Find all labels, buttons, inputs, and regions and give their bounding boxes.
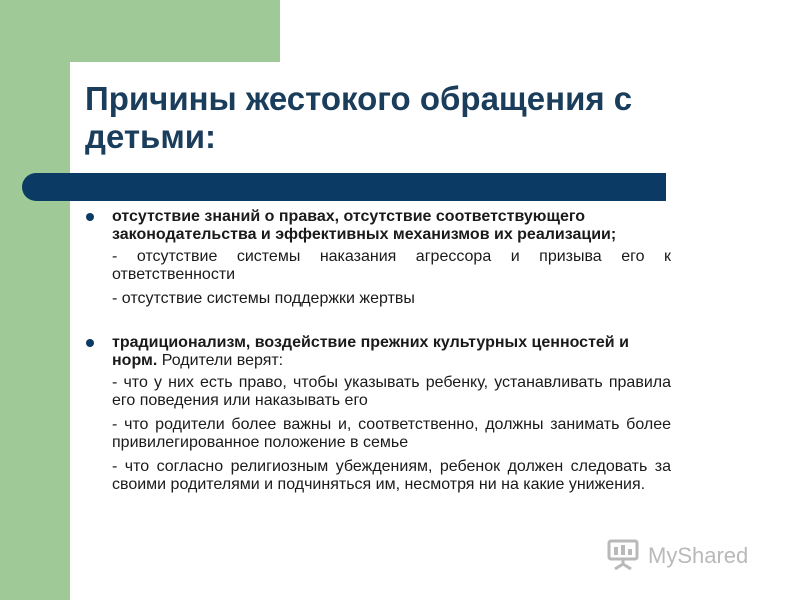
sub-item: - что согласно религиозным убеждениям, ребенок должен следовать за своими родителями и подчиняться им, несмотря ни на какие унижения. <box>112 458 671 493</box>
bullet-icon <box>86 213 94 221</box>
myshared-logo-icon <box>606 538 642 572</box>
slide-title: Причины жестокого обращения с детьми: <box>85 80 633 155</box>
list-item <box>86 208 671 244</box>
list-item <box>86 334 671 370</box>
sub-item: - что родители более важны и, соответственно, должны занимать более привилегированное положение в семье <box>112 416 671 451</box>
sub-item: - отсутствие системы поддержки жертвы <box>112 290 415 307</box>
bullet-icon <box>86 339 94 347</box>
bullet-bold-text: традиционализм, воздействие прежних культурных ценностей и норм. <box>112 334 629 369</box>
myshared-watermark <box>606 538 766 572</box>
slide-content <box>86 208 671 494</box>
sub-item: - что у них есть право, чтобы указывать ребенку, устанавливать правила его поведения или наказывать его <box>112 374 671 409</box>
sub-item: - отсутствие системы наказания агрессора и призыва его к ответственности <box>112 248 671 283</box>
title-divider-bar <box>22 173 666 201</box>
bullet-bold-text: отсутствие знаний о правах, отсутствие соответствующего законодательства и эффективных механизмов их реализации; <box>112 208 617 243</box>
bullet-normal-text: Родители верят: <box>157 352 284 369</box>
background-green-strip <box>0 200 70 600</box>
watermark-text: MyShared <box>648 543 749 568</box>
